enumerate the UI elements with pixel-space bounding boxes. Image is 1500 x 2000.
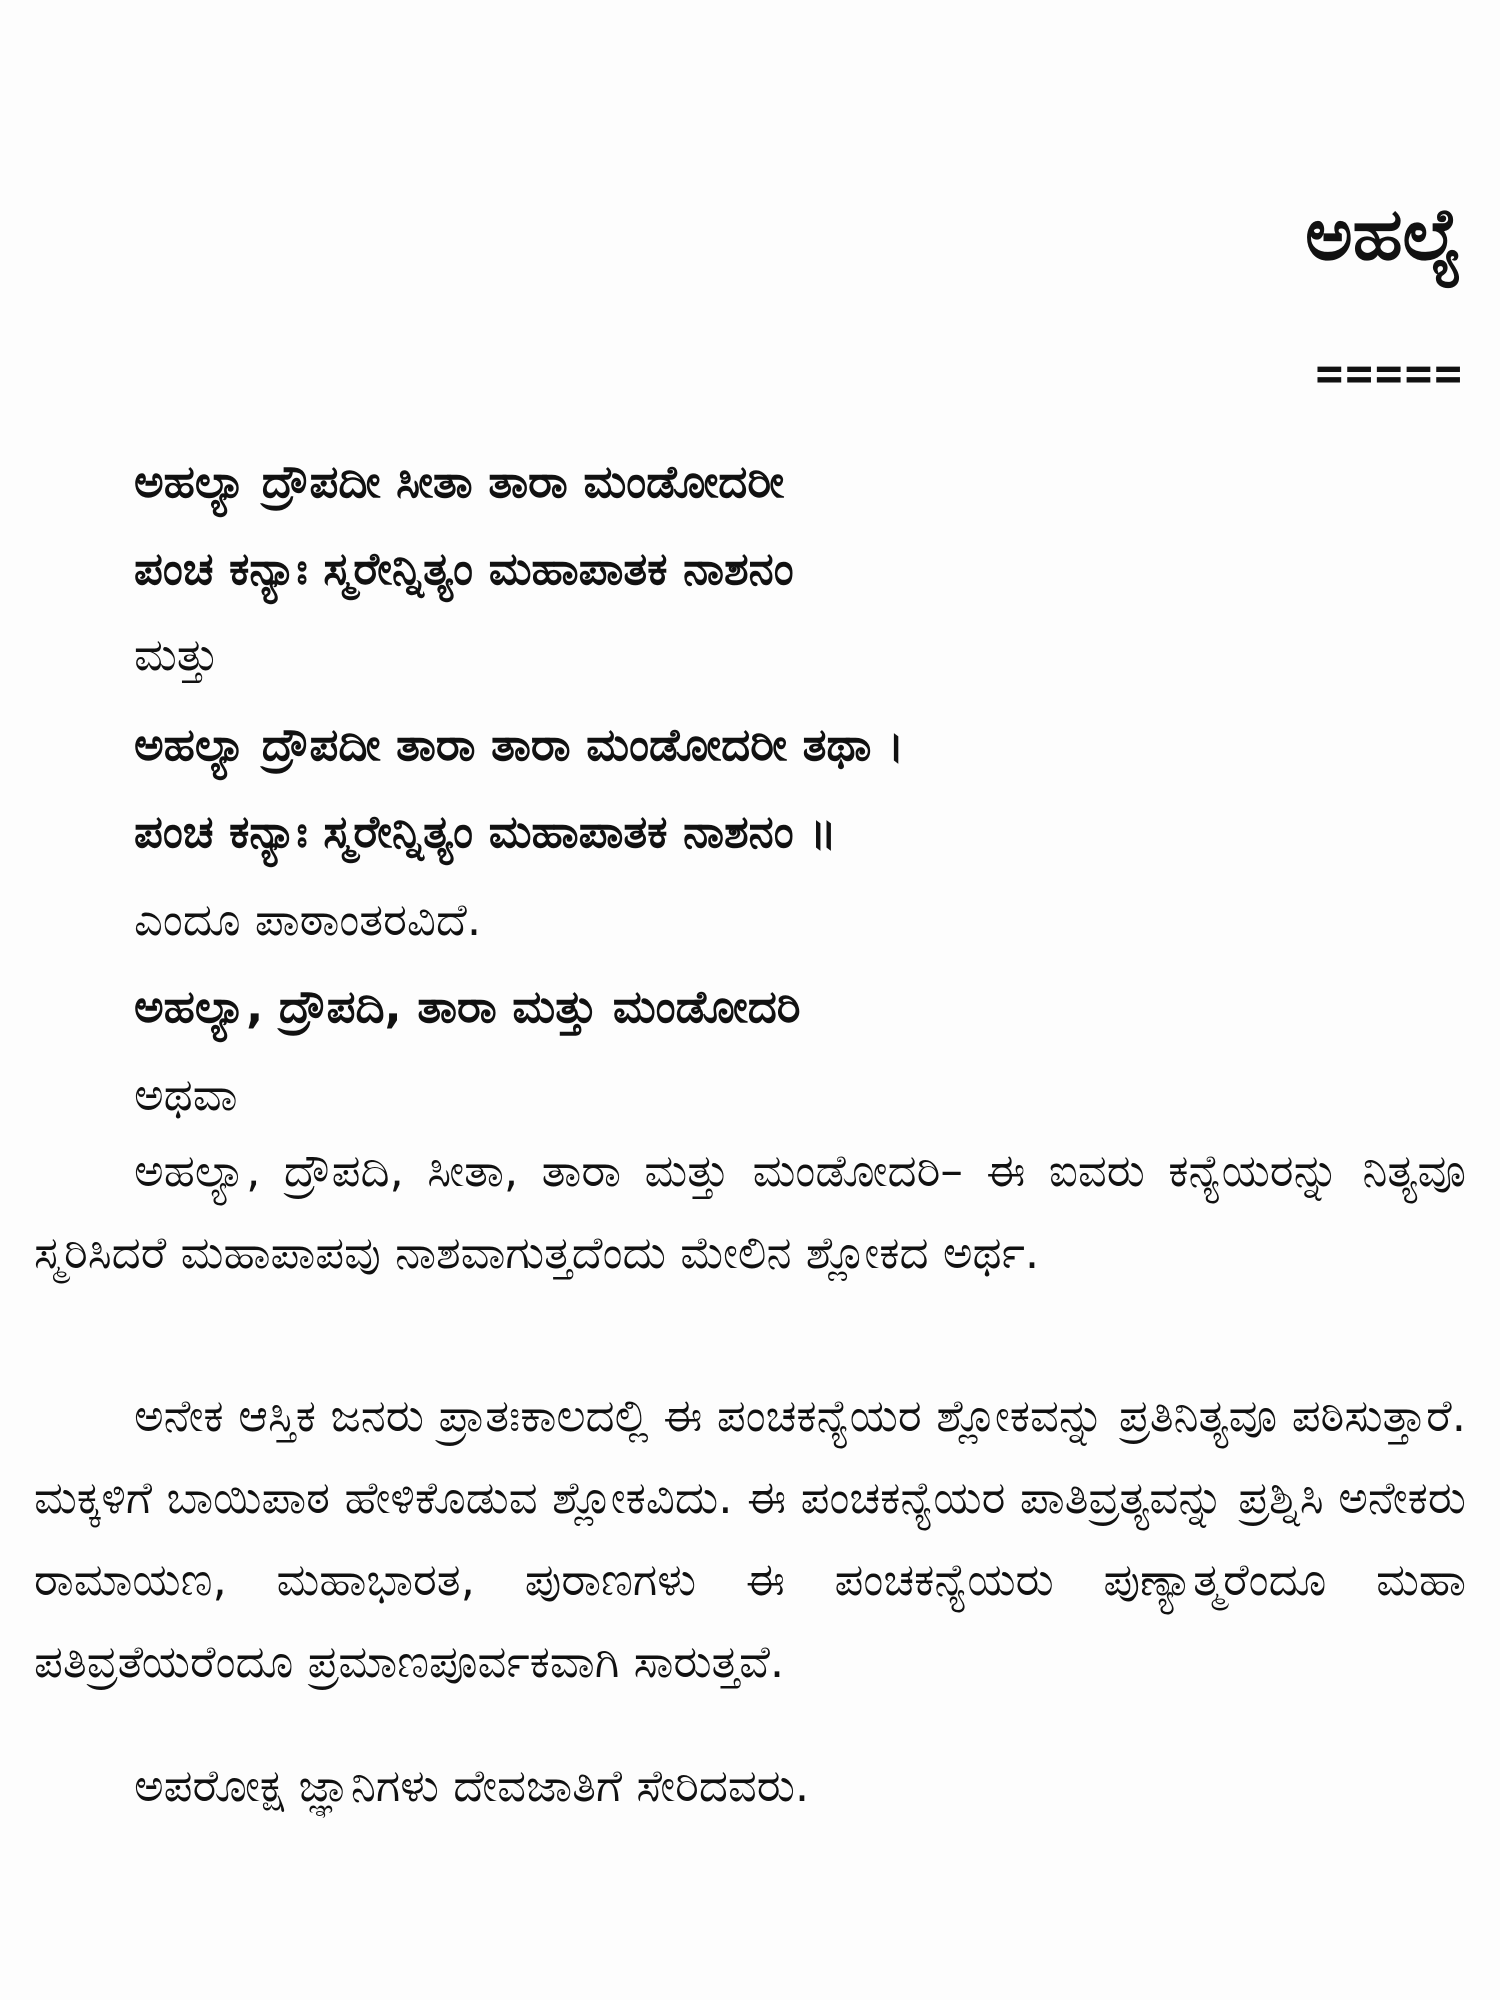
verse-line-2: ಪಂಚ ಕನ್ಯಾಃ ಸ್ಮರೇನ್ನಿತ್ಯಂ ಮಹಾಪಾತಕ ನಾಶನಂ <box>134 542 794 595</box>
connector-line-2: ಎಂದೂ ಪಾಠಾಂತರವಿದೆ. <box>134 893 482 946</box>
paragraph-3: ಅಪರೋಕ್ಷ ಜ್ಞಾನಿಗಳು ದೇವಜಾತಿಗೆ ಸೇರಿದವರು. <box>134 1759 810 1812</box>
verse-line-4: ಪಂಚ ಕನ್ಯಾಃ ಸ್ಮರೇನ್ನಿತ್ಯಂ ಮಹಾಪಾತಕ ನಾಶನಂ ॥ <box>134 805 837 858</box>
connector-line-1: ಮತ್ತು <box>134 628 219 681</box>
paragraph-1: ಅಹಲ್ಯಾ, ದ್ರೌಪದಿ, ಸೀತಾ, ತಾರಾ ಮತ್ತು ಮಂಡೋದರಿ– ಈ ಐವರು ಕನ್ಯೆಯರನ್ನು ನಿತ್ಯವೂ ಸ್ಮರಿಸಿದರೆ ಮಹಾಪಾಪವು ನಾಶವಾಗುತ್ತದೆಂದು ಮೇಲಿನ ಶ್ಲೋಕದ ಅರ್ಥ. <box>34 1144 1466 1279</box>
paragraph-2: ಅನೇಕ ಆಸ್ತಿಕ ಜನರು ಪ್ರಾತಃಕಾಲದಲ್ಲಿ ಈ ಪಂಚಕನ್ಯೆಯರ ಶ್ಲೋಕವನ್ನು ಪ್ರತಿನಿತ್ಯವೂ ಪಠಿಸುತ್ತಾರೆ. ಮಕ್ಕಳಿಗೆ ಬಾಯಿಪಾಠ ಹೇಳಿಕೊಡುವ ಶ್ಲೋಕವಿದು. ಈ ಪಂಚಕನ್ಯೆಯರ ಪಾತಿವ್ರತ್ಯವನ್ನು ಪ್ರಶ್ನಿಸಿ ಅನೇಕರು ರಾಮಾಯಣ, ಮಹಾಭಾರತ, ಪುರಾಣಗಳು ಈ ಪಂಚಕನ್ಯೆಯರು ಪುಣ್ಯಾತ್ಮರೆಂದೂ ಮಹಾ ಪತಿವ್ರತೆಯರೆಂದೂ ಪ್ರಮಾಣಪೂರ್ವಕವಾಗಿ ಸಾರುತ್ತವೆ. <box>34 1389 1466 1688</box>
verse-line-3: ಅಹಲ್ಯಾ ದ್ರೌಪದೀ ತಾರಾ ತಾರಾ ಮಂಡೋದರೀ ತಥಾ । <box>134 718 905 771</box>
chapter-title: ಅಹಲ್ಯೆ <box>1305 192 1462 276</box>
title-underline: ===== <box>1315 346 1464 400</box>
connector-line-3: ಅಥವಾ <box>134 1068 238 1121</box>
names-line: ಅಹಲ್ಯಾ, ದ್ರೌಪದಿ, ತಾರಾ ಮತ್ತು ಮಂಡೋದರಿ <box>134 980 801 1033</box>
verse-line-1: ಅಹಲ್ಯಾ ದ್ರೌಪದೀ ಸೀತಾ ತಾರಾ ಮಂಡೋದರೀ <box>134 455 785 508</box>
